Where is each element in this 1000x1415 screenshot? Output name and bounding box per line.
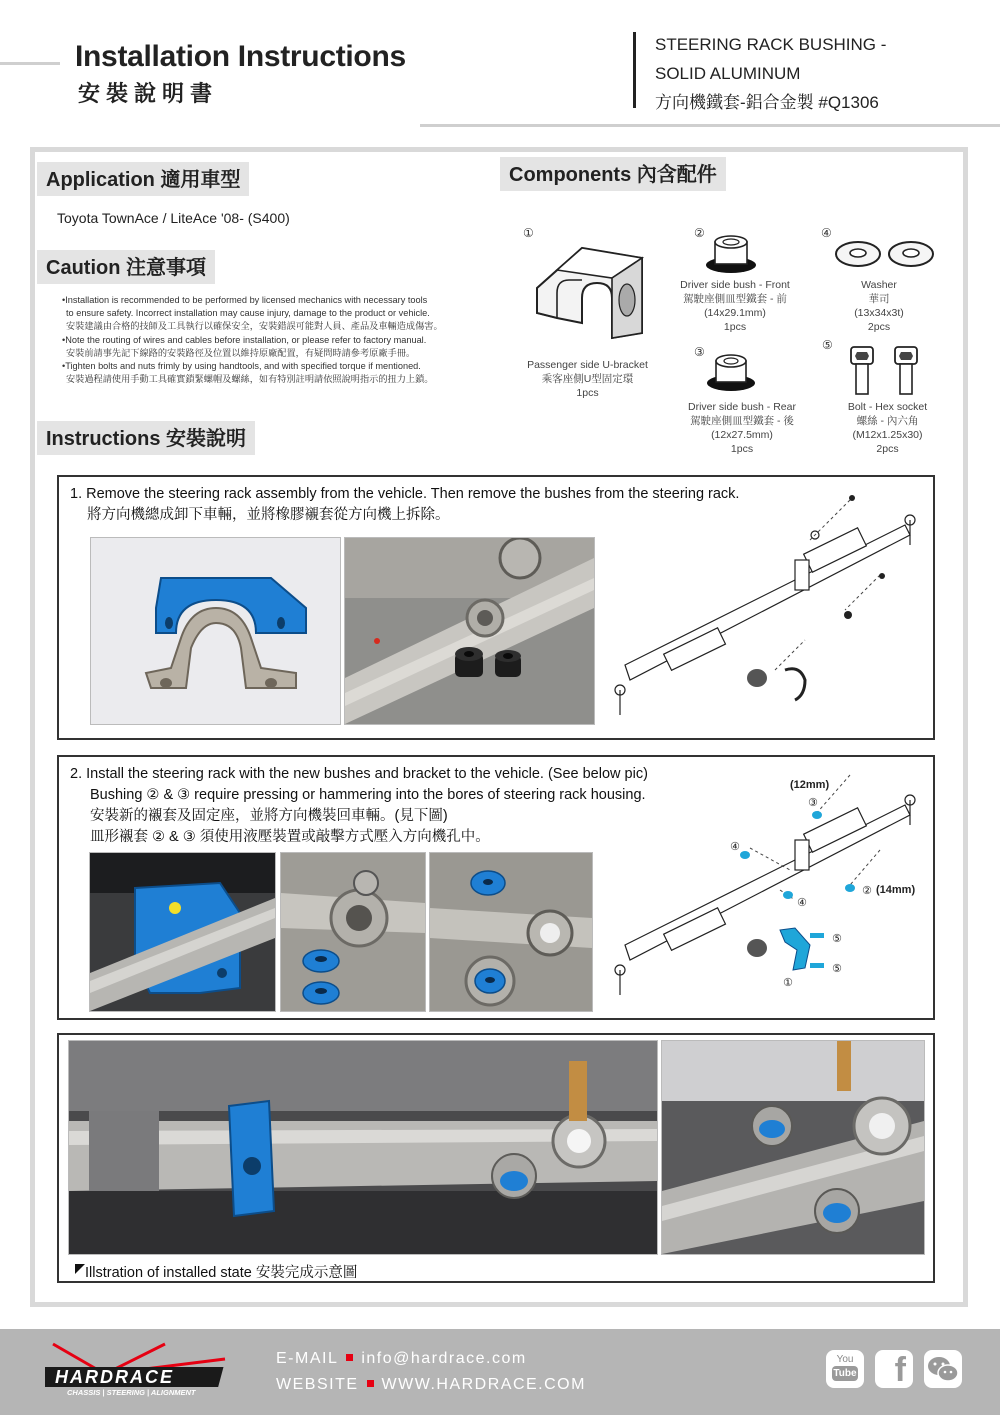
email-label: E-MAIL	[276, 1350, 339, 1367]
product-line-2: SOLID ALUMINUM	[655, 64, 801, 83]
header-rule-left	[0, 62, 60, 65]
component-3-name: Driver side bush - Rear	[688, 401, 796, 413]
installed-caption	[75, 1261, 357, 1282]
step-1-line-1: 1. Remove the steering rack assembly from the vehicle. Then remove the bushes from the steering rack.	[70, 486, 740, 502]
component-2-number: ②	[694, 226, 705, 240]
component-3-size: (12x27.5mm)	[711, 429, 773, 441]
component-1-name: Passenger side U-bracket	[527, 359, 648, 371]
component-5-name-zh: 螺絲 - 內六角	[856, 415, 919, 427]
caution-line: to ensure safety. Incorrect installation may cause injury, damage to the product or vehicle.	[66, 308, 430, 319]
components-label	[500, 157, 726, 191]
installed-photo-closeup	[661, 1040, 925, 1255]
component-3-caption	[677, 400, 807, 456]
step-2-line-1: 2. Install the steering rack with the new bushes and bracket to the vehicle. (See below pic)	[70, 766, 648, 782]
bracket-photo-illustration	[91, 538, 340, 724]
step-2-photo-bushes-installed	[429, 852, 593, 1012]
callout-14mm: (14mm)	[876, 884, 916, 896]
component-4-name: Washer	[861, 279, 897, 291]
step-2-line-2: Bushing ② & ③ require pressing or hammering into the bores of steering rack housing.	[90, 787, 646, 803]
component-5-caption	[825, 400, 950, 456]
component-4-name-zh: 華司	[868, 293, 890, 305]
callout-3: ③	[808, 797, 818, 809]
step-1-photo-bracket	[90, 537, 341, 725]
bush-rear-drawing	[703, 350, 759, 394]
component-4-qty: 2pcs	[867, 321, 891, 333]
step-2-line-4: 皿形襯套 ② & ③ 須使用液壓裝置或敲擊方式壓入方向機孔中。	[90, 829, 490, 845]
caution-line: 安裝建議由合格的技師及工具執行以確保安全，安裝錯誤可能對人員、產品及車輛造成傷害。	[66, 321, 443, 332]
caution-label-en: Caution	[46, 257, 121, 279]
product-line-1: STEERING RACK BUSHING -	[655, 35, 887, 54]
application-label-en: Application	[46, 169, 155, 191]
bush-front-drawing	[703, 232, 759, 276]
footer-email	[276, 1350, 527, 1368]
rack-bushes-photo-illustration	[345, 538, 594, 724]
component-5-name: Bolt - Hex socket	[847, 401, 928, 413]
step-2-photo-bushes-before	[280, 852, 426, 1012]
website-link[interactable]: WWW.HARDRACE.COM	[381, 1376, 586, 1393]
caution-line: 安裝前請事先記下線路的安裝路徑及位置以維持原廠配置，有疑問時請參考原廠手冊。	[66, 347, 416, 358]
brand-name: HARDRACE	[55, 1367, 174, 1387]
caution-line: 安裝過程請使用手動工具確實鎖緊螺帽及螺絲，如有特別註明請依照說明指示的扭力上鎖。	[66, 374, 434, 385]
step-2-photo-bracket-installed	[89, 852, 276, 1012]
components-label-zh: 內含配件	[636, 162, 717, 186]
application-label-zh: 適用車型	[160, 167, 241, 191]
component-2-name: Driver side bush - Front	[680, 279, 790, 291]
instructions-label	[37, 421, 255, 455]
product-line-3: 方向機鐵套-鋁合金製 #Q1306	[655, 93, 879, 112]
component-4-caption	[820, 278, 938, 334]
component-2-size: (14x29.1mm)	[704, 307, 766, 319]
component-4-size: (13x34x3t)	[854, 307, 904, 319]
youtube-icon[interactable]	[826, 1350, 864, 1388]
washer-drawing	[833, 236, 938, 272]
youtube-icon-top: You	[836, 1354, 854, 1365]
callout-4a: ④	[730, 841, 740, 853]
caution-line: •Note the routing of wires and cables before installation, or please refer to factory manual.	[62, 334, 427, 345]
component-5-qty: 2pcs	[876, 443, 899, 455]
instructions-label-en: Instructions	[46, 428, 161, 450]
bushes-installed-illustration	[430, 853, 592, 1011]
u-bracket-drawing	[527, 238, 657, 348]
step-1-line-2: 將方向機總成卸下車輛，並將橡膠襯套從方向機上拆除。	[87, 507, 450, 523]
caution-label-zh: 注意事項	[126, 255, 206, 279]
instructions-label-zh: 安裝說明	[166, 426, 247, 450]
callout-5b: ⑤	[832, 963, 842, 975]
brand-tagline: CHASSIS | STEERING | ALIGNMENT	[67, 1388, 196, 1397]
hex-bolt-drawing	[845, 344, 925, 400]
callout-12mm: (12mm)	[790, 779, 830, 791]
bushes-before-illustration	[281, 853, 425, 1011]
callout-2: ②	[862, 885, 872, 897]
website-label: WEBSITE	[276, 1376, 359, 1393]
caption-arrow-icon	[75, 1264, 85, 1274]
component-5-size: (M12x1.25x30)	[852, 429, 923, 441]
component-1-number: ①	[523, 226, 534, 240]
header-divider	[633, 32, 636, 108]
footer-website	[276, 1376, 586, 1394]
wechat-icon[interactable]	[924, 1350, 962, 1388]
wechat-icon-glyph	[924, 1350, 962, 1388]
component-2-name-zh: 駕駛座側皿型鐵套 - 前	[683, 293, 787, 305]
components-label-en: Components	[509, 164, 632, 186]
installed-closeup-illustration	[662, 1041, 924, 1254]
header-rule-right	[420, 124, 1000, 127]
component-4-number: ④	[821, 226, 832, 240]
product-title	[655, 30, 886, 117]
caution-list	[62, 294, 492, 386]
facebook-icon-glyph: f	[894, 1351, 906, 1389]
installed-wide-illustration	[69, 1041, 657, 1254]
callout-1: ①	[783, 977, 793, 989]
installed-photo-wide	[68, 1040, 658, 1255]
bullet-square-icon	[346, 1354, 353, 1361]
component-1-name-zh: 乘客座側U型固定環	[541, 373, 634, 385]
hardrace-logo	[45, 1339, 235, 1401]
component-1-qty: 1pcs	[576, 387, 599, 399]
step-2-line-3: 安裝新的襯套及固定座，並將方向機裝回車輛。(見下圖)	[90, 808, 448, 824]
caution-label	[37, 250, 215, 284]
component-3-name-zh: 駕駛座側皿型鐵套 - 後	[690, 415, 794, 427]
caution-line: •Installation is recommended to be performed by licensed mechanics with necessary tools	[62, 295, 428, 305]
email-link[interactable]: info@hardrace.com	[361, 1350, 527, 1367]
component-2-qty: 1pcs	[723, 321, 747, 333]
component-5-number: ⑤	[822, 338, 833, 352]
callout-4b: ④	[797, 897, 807, 909]
page-title-zh: 安裝說明書	[78, 81, 219, 107]
installed-caption-text: Illstration of installed state 安裝完成示意圖	[85, 1265, 358, 1281]
bullet-square-icon	[367, 1380, 374, 1387]
component-1-caption	[515, 358, 660, 400]
step-2-text	[70, 764, 648, 848]
step-1-rack-diagram	[605, 490, 925, 730]
application-vehicle: Toyota TownAce / LiteAce '08- (S400)	[57, 210, 290, 226]
application-label	[37, 162, 249, 196]
caution-line: •Tighten bolts and nuts frimly by using handtools, and with specified torque if mentioned.	[62, 361, 421, 372]
facebook-icon[interactable]	[875, 1350, 913, 1388]
bracket-installed-illustration	[90, 853, 275, 1011]
component-2-caption	[670, 278, 800, 334]
component-3-qty: 1pcs	[730, 443, 754, 455]
step-1-photo-rack	[344, 537, 595, 725]
youtube-icon-bottom: Tube	[833, 1368, 857, 1379]
page-title: Installation Instructions	[75, 40, 406, 73]
component-3-number: ③	[694, 345, 705, 359]
callout-5a: ⑤	[832, 933, 842, 945]
